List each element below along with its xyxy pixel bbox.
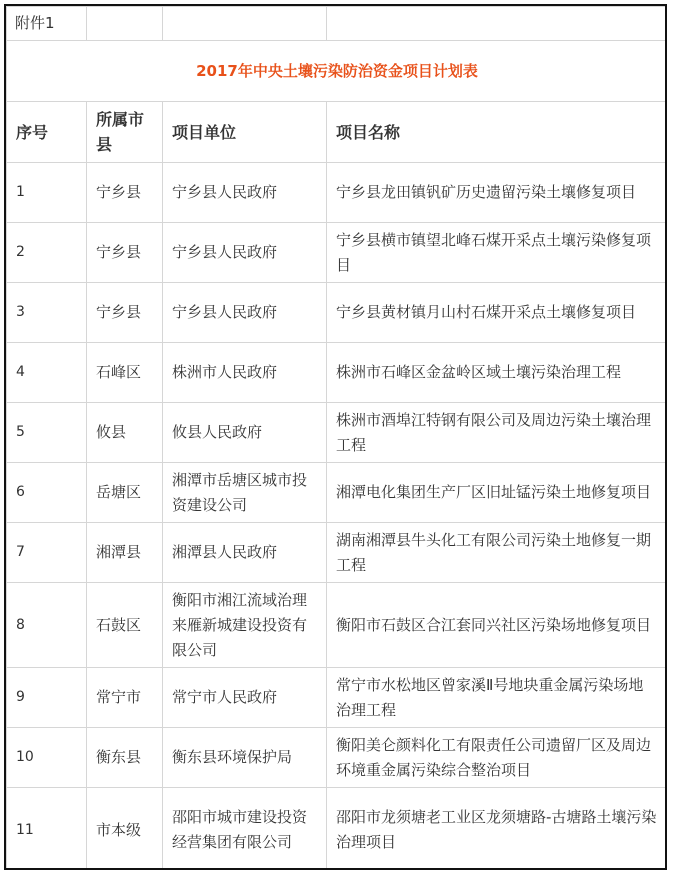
cell-seq: 9 [7, 668, 87, 728]
table-row [7, 788, 668, 870]
cell-unit: 衡东县环境保护局 [163, 728, 327, 788]
cell-county: 攸县 [87, 403, 163, 463]
cell-unit: 常宁市人民政府 [163, 668, 327, 728]
cell-county: 湘潭县 [87, 523, 163, 583]
cell-seq: 6 [7, 463, 87, 523]
empty-cell [163, 7, 327, 41]
table-title: 2017年中央土壤污染防治资金项目计划表 [7, 41, 668, 102]
cell-project-name: 湖南湘潭县牛头化工有限公司污染土地修复一期工程 [327, 523, 668, 583]
table-row [7, 728, 668, 788]
table-row [7, 668, 668, 728]
cell-county: 衡东县 [87, 728, 163, 788]
cell-county: 市本级 [87, 788, 163, 870]
cell-project-name: 宁乡县黄材镇月山村石煤开采点土壤修复项目 [327, 283, 668, 343]
cell-county: 石峰区 [87, 343, 163, 403]
cell-county: 宁乡县 [87, 283, 163, 343]
cell-project-name: 株洲市酒埠江特钢有限公司及周边污染土壤治理工程 [327, 403, 668, 463]
attachment-row [7, 7, 668, 41]
cell-project-name: 常宁市水松地区曾家溪Ⅱ号地块重金属污染场地治理工程 [327, 668, 668, 728]
table-row [7, 463, 668, 523]
cell-unit: 湘潭市岳塘区城市投资建设公司 [163, 463, 327, 523]
cell-county: 常宁市 [87, 668, 163, 728]
cell-seq: 11 [7, 788, 87, 870]
cell-project-name: 衡阳美仑颜料化工有限责任公司遗留厂区及周边环境重金属污染综合整治项目 [327, 728, 668, 788]
attachment-label: 附件1 [7, 7, 87, 41]
cell-unit: 衡阳市湘江流域治理来雁新城建设投资有限公司 [163, 583, 327, 668]
cell-seq: 2 [7, 223, 87, 283]
table-row [7, 343, 668, 403]
table-row [7, 283, 668, 343]
cell-project-name: 邵阳市龙须塘老工业区龙须塘路-古塘路土壤污染治理项目 [327, 788, 668, 870]
cell-unit: 邵阳市城市建设投资经营集团有限公司 [163, 788, 327, 870]
empty-cell [327, 7, 668, 41]
cell-seq: 7 [7, 523, 87, 583]
table-row [7, 523, 668, 583]
cell-seq: 5 [7, 403, 87, 463]
empty-cell [87, 7, 163, 41]
table-row [7, 403, 668, 463]
cell-project-name: 宁乡县龙田镇钒矿历史遗留污染土壤修复项目 [327, 163, 668, 223]
cell-unit: 攸县人民政府 [163, 403, 327, 463]
cell-seq: 4 [7, 343, 87, 403]
table-row [7, 163, 668, 223]
cell-unit: 宁乡县人民政府 [163, 223, 327, 283]
header-county: 所属市县 [87, 102, 163, 163]
table-row [7, 223, 668, 283]
cell-project-name: 株洲市石峰区金盆岭区域土壤污染治理工程 [327, 343, 668, 403]
cell-county: 岳塘区 [87, 463, 163, 523]
cell-seq: 8 [7, 583, 87, 668]
title-row [7, 41, 668, 102]
header-unit: 项目单位 [163, 102, 327, 163]
document-frame [4, 4, 667, 870]
cell-project-name: 宁乡县横市镇望北峰石煤开采点土壤污染修复项目 [327, 223, 668, 283]
cell-seq: 10 [7, 728, 87, 788]
cell-project-name: 衡阳市石鼓区合江套同兴社区污染场地修复项目 [327, 583, 668, 668]
cell-seq: 1 [7, 163, 87, 223]
cell-unit: 湘潭县人民政府 [163, 523, 327, 583]
project-plan-table [6, 6, 667, 870]
header-row [7, 102, 668, 163]
cell-unit: 株洲市人民政府 [163, 343, 327, 403]
cell-unit: 宁乡县人民政府 [163, 163, 327, 223]
cell-project-name: 湘潭电化集团生产厂区旧址锰污染土地修复项目 [327, 463, 668, 523]
cell-county: 宁乡县 [87, 163, 163, 223]
cell-county: 宁乡县 [87, 223, 163, 283]
cell-county: 石鼓区 [87, 583, 163, 668]
header-project-name: 项目名称 [327, 102, 668, 163]
cell-unit: 宁乡县人民政府 [163, 283, 327, 343]
header-seq: 序号 [7, 102, 87, 163]
table-row [7, 583, 668, 668]
cell-seq: 3 [7, 283, 87, 343]
